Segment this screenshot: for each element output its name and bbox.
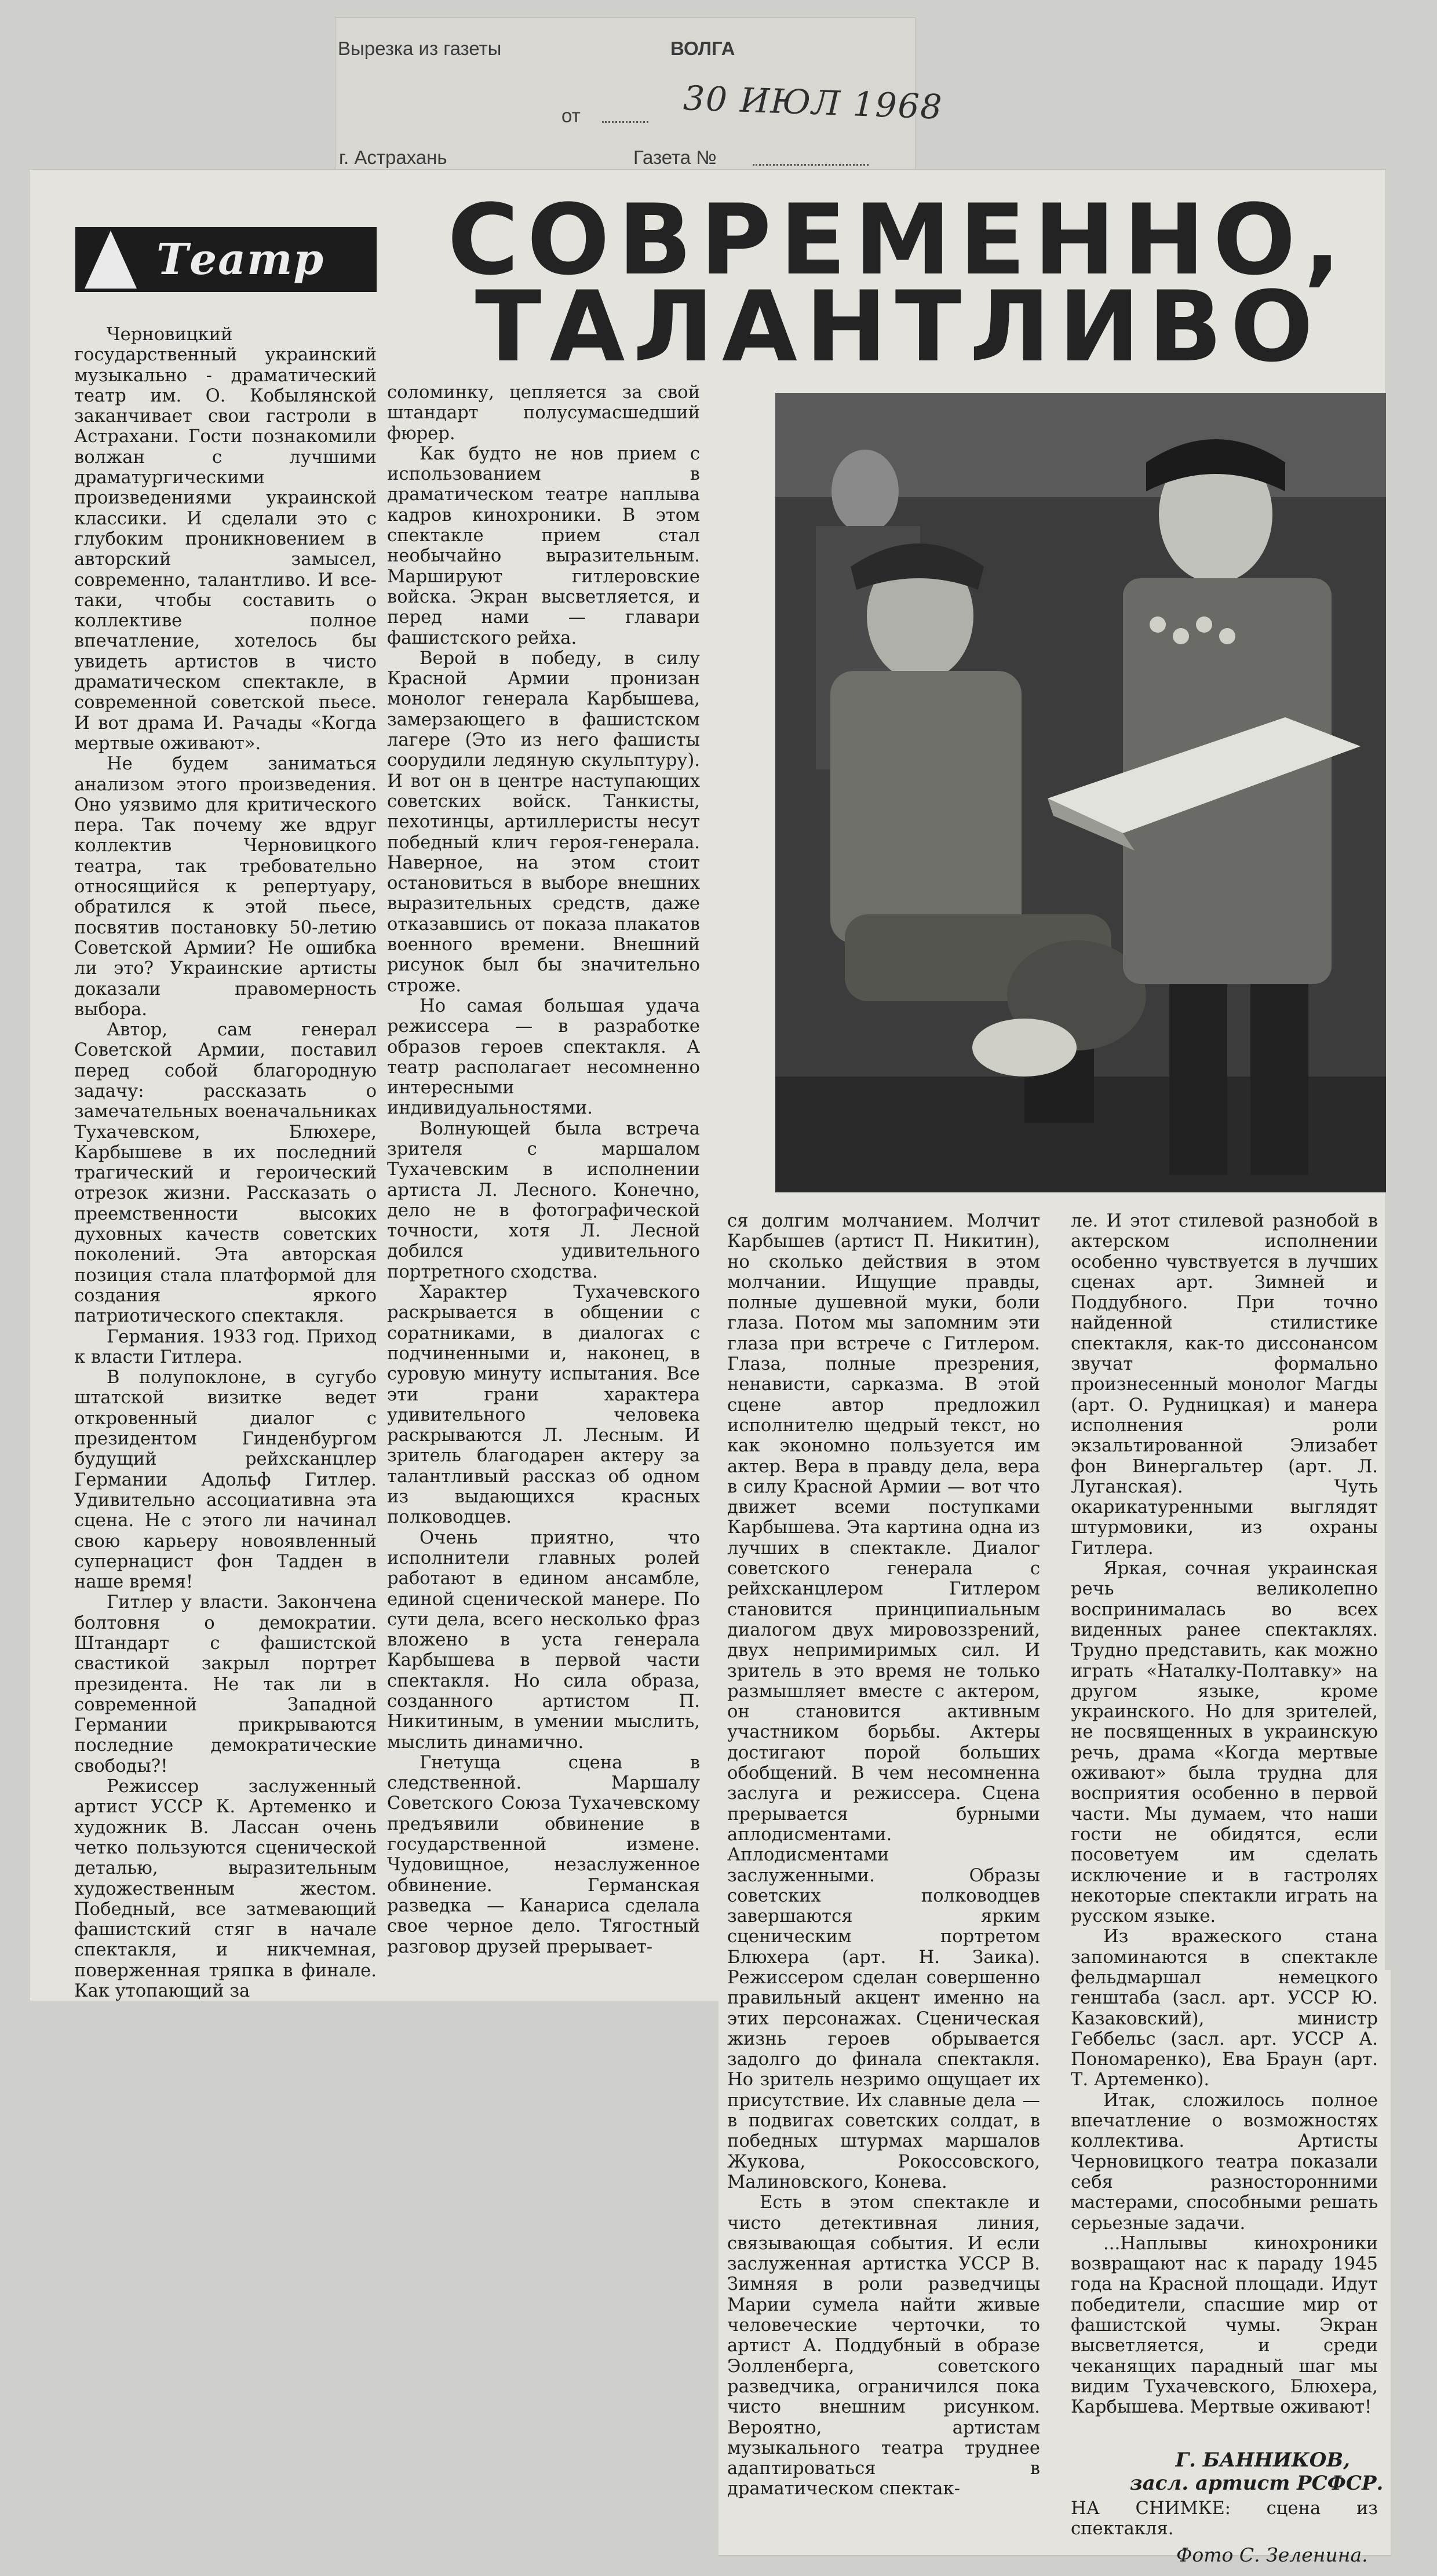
paragraph: Германия. 1933 год. Приход к власти Гитлера. xyxy=(74,1326,377,1367)
article-column-4 xyxy=(1071,1211,1378,2418)
stub-label-from: от xyxy=(561,105,581,126)
paragraph: Гитлер у власти. Закончена болтовня о демократии. Штандарт с фашистской свастикой закрыл портрет президента. Не так ли в современной Западной Германии прикрываются последние демократические свободы?! xyxy=(74,1592,377,1776)
paragraph: Итак, сложилось полное впечатление о возможностях коллектива. Артисты Черновицкого театра показали себя разносторонними мастерами, способными решать серьезные задачи. xyxy=(1071,2090,1378,2234)
paragraph: Режиссер заслуженный артист УССР К. Артеменко и художник В. Лассан очень четко пользуются сценической деталью, выразительным художественным жестом. Победный, все затмевающий фашистский стяг в начале спектакля, и никчемная, поверженная тряпка в финале. Как утопающий за xyxy=(74,1776,377,2002)
headline-line-2: ТАЛАНТЛИВО xyxy=(475,270,1322,384)
paragraph: Волнующей была встреча зрителя с маршалом Тухачевским в исполнении артиста Л. Лесного. Конечно, дело не в фотографической точности, хотя Л. Лесной добился удивительного портретного сходства. xyxy=(387,1118,700,1282)
paragraph: Есть в этом спектакле и чисто детективная линия, связывающая события. И если заслуженная артистка УССР В. Зимняя в роли разведчицы Марии сумела найти живые человеческие черточки, то артист А. Поддубный в образе Эолленберга, советского разведчика, ограничился пока чисто внешним рисунком. Вероятно, артистам музыкального театра труднее адаптироваться в драматическом спектак- xyxy=(727,2192,1040,2500)
paragraph: Черновицкий государственный украинский музыкально - драматический театр им. О. Кобылянской заканчивает свои гастроли в Астрахани. Гости познакомили волжан с лучшими драматургическими произведениями украинской классики. И сделали это с глубоким проникновением в авторский замысел, современно, талантливо. И все-таки, чтобы составить о коллективе полное впечатление, хотелось бы увидеть артистов в чисто драматическом спектакле, в современной советской пьесе. И вот драма И. Рачады «Когда мертвые оживают». xyxy=(74,324,377,754)
headline-line-1: СОВРЕМЕННО, xyxy=(447,183,1349,297)
paragraph: ле. И этот стилевой разнобой в актерском исполнении особенно чувствуется в лучших сценах арт. Зимней и Поддубного. При точно найденной стилистике спектакля, как-то диссонансом звучат формально произнесенный монолог Магды (арт. О. Рудницкая) и манера исполнения роли экзальтированной Элизабет фон Винергальтер (арт. Л. Луганская). Чуть окарикатуренными выглядят штурмовики, из охраны Гитлера. xyxy=(1071,1211,1378,1559)
paragraph: Как будто не нов прием с использованием в драматическом театре наплыва кадров кинохроники. В этом спектакле прием стал необычайно выразительным. Маршируют гитлеровские войска. Экран высветляется, и перед нами — главари фашистского рейха. xyxy=(387,443,700,648)
paragraph: Яркая, сочная украинская речь великолепно воспринималась во всех виденных ранее спектаклях. Трудно представить, как можно играть «Наталку-Полтавку» на другом языке, кроме украинского. Но для зрителей, не посвященных в украинскую речь, драма «Когда мертвые оживают» была трудна для восприятия особенно в первой части. Мы думаем, что наши гости не обидятся, если посоветуем им сделать исключение и в гастролях некоторые спектакли играть на русском языке. xyxy=(1071,1559,1378,1927)
paragraph: Гнетуща сцена в следственной. Маршалу Советского Союза Тухачевскому предъявили обвинение в государственной измене. Чудовищное, незаслуженное обвинение. Германская разведка — Канариса сделала свое черное дело. Тягостный разговор друзей прерывает- xyxy=(387,1752,700,1957)
stub-label-issue: Газета № xyxy=(633,147,717,168)
paragraph: Из вражеского стана запоминаются в спектакле фельдмаршал немецкого генштаба (засл. арт. УССР Ю. Казаковский), министр Геббельс (засл. арт. УССР А. Пономаренко), Ева Браун (арт. Т. Артеменко). xyxy=(1071,1926,1378,2090)
photo-illustration xyxy=(775,393,1386,1192)
paragraph: В полупоклоне, в сугубо штатской визитке ведет откровенный диалог с президентом Гинденбургом будущий рейхсканцлер Германии Адольф Гитлер. Удивительно ассоциативна эта сцена. Не с этого ли начинал свою карьеру новоявленный супернацист фон Тадден в наше время! xyxy=(74,1367,377,1593)
stub-label-city: г. Астрахань xyxy=(339,147,447,168)
stub-dotted-line xyxy=(602,121,648,123)
clipping-stub xyxy=(335,17,944,174)
rubric-label: Театр xyxy=(156,235,325,284)
theatre-logo-icon xyxy=(85,231,137,289)
paragraph: Автор, сам генерал Советской Армии, поставил перед собой благородную задачу: рассказать о замечательных военачальниках Тухачевском, Блюхере, Карбышеве в их последний трагический и героический отрезок жизни. Рассказать о преемственности высоких духовных качеств советских поколений. Эта авторская позиция стала платформой для создания яркого патриотического спектакля. xyxy=(74,1020,377,1327)
paragraph: ся долгим молчанием. Молчит Карбышев (артист П. Никитин), но сколько действия в этом молчании. Ищущие правды, полные душевной муки, боли глаза. Потом мы запомним эти глаза при встрече с Гитлером. Глаза, полные презрения, ненависти, сарказма. В этой сцене автор предложил исполнителю щедрый текст, но как экономно пользуется им актер. Вера в правду дела, вера в силу Красной Армии — вот что движет всеми поступками Карбышева. Эта картина одна из лучших в спектакле. Диалог советского генерала с рейхсканцлером Гитлером становится принципиальным диалогом двух мировоззрений, двух непримиримых сил. И зритель в это время не только размышляет вместе с актером, он становится активным участником борьбы. Актеры достигают порой больших обобщений. В чем несомненна заслуга и режиссера. Сцена прерывается бурными аплодисментами. Аплодисментами заслуженными. Образы советских полководцев завершаются ярким сценическим портретом Блюхера (арт. Н. Заика). Режиссером сделан совершенно правильный акцент именно на этих персонажах. Сценическая жизнь героев обрывается задолго до финала спектакля. Но зритель незримо ощущает их присутствие. Их славные дела — в подвигах советских солдат, в победных штурмах маршалов Жукова, Рокоссовского, Малиновского, Конева. xyxy=(727,1211,1040,2192)
photo-caption: НА СНИМКЕ: сцена из спектакля. xyxy=(1071,2498,1378,2539)
scene-photo xyxy=(775,393,1386,1192)
stub-handwritten-date: 30 ИЮЛ 1968 xyxy=(682,78,944,127)
stub-dotted-line xyxy=(753,164,869,166)
paragraph: Верой в победу, в силу Красной Армии пронизан монолог генерала Карбышева, замерзающего в фашистском лагере (Это из него фашисты соорудили ледяную скульптуру). И вот он в центре наступающих советских войск. Танкисты, пехотинцы, артиллеристы несут победный клич героя-генерала. Наверное, на этом стоит остановиться в выборе внешних выразительных средств, даже отказавшись от показа плакатов военного времени. Внешний рисунок был бы значительно строже. xyxy=(387,648,700,996)
paragraph: Очень приятно, что исполнители главных ролей работают в едином ансамбле, единой сценической манере. По сути дела, всего несколько фраз вложено в уста генерала Карбышева в первой части спектакля. Но сила образа, созданного артистом П. Никитиным, в умении мыслить, мыслить динамично. xyxy=(387,1527,700,1753)
stub-label-cut: Вырезка из газеты xyxy=(338,38,502,59)
stub-newspaper-name: ВОЛГА xyxy=(670,38,735,59)
paragraph: Не будем заниматься анализом этого произведения. Оно уязвимо для критического пера. Так почему же вдруг коллектив Черновицкого театра, так требовательно относящийся к репертуару, обратился к этой пьесе, посвятив постановку 50-летию Советской Армии? Не ошибка ли это? Украинские артисты доказали правомерность выбора. xyxy=(74,754,377,1020)
article-column-3 xyxy=(727,1211,1040,2500)
photo-credit: Фото С. Зеленина. xyxy=(1176,2544,1368,2566)
author-name: Г. БАННИКОВ, xyxy=(1175,2449,1350,2472)
author-title: засл. артист РСФСР. xyxy=(1130,2472,1384,2495)
author-signature xyxy=(1130,2449,1384,2495)
article-column-2 xyxy=(387,382,700,1957)
article-column-1 xyxy=(74,324,377,2001)
paragraph: Характер Тухачевского раскрывается в общении с соратниками, в диалогах с подчиненными и, наконец, в суровую минуту испытания. Все эти грани характера удивительного человека раскрываются Л. Лесным. И зритель благодарен актеру за талантливый рассказ об одном из выдающихся красных полководцев. xyxy=(387,1282,700,1528)
paragraph: Но самая большая удача режиссера — в разработке образов героев спектакля. А театр располагает несомненно интересными индивидуальностями. xyxy=(387,995,700,1119)
paragraph: соломинку, цепляется за свой штандарт полусумасшедший фюрер. xyxy=(387,382,700,444)
rubric-badge xyxy=(75,227,377,292)
paragraph: ...Наплывы кинохроники возвращают нас к параду 1945 года на Красной площади. Идут победители, спасшие мир от фашистской чумы. Экран высветляется, и среди чеканящих парадный шаг мы видим Тухачевского, Блюхера, Карбышева. Мертвые оживают! xyxy=(1071,2233,1378,2418)
